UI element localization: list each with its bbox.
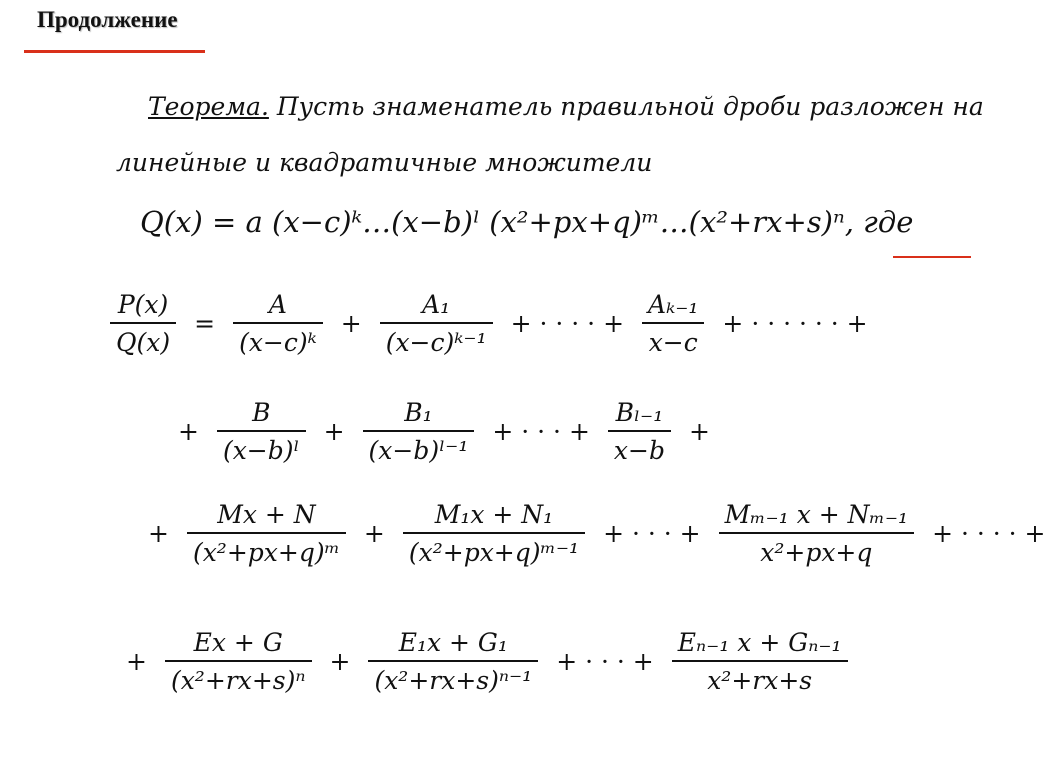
fraction-denominator: (x²+rx+s)ⁿ⁻¹ <box>374 666 533 695</box>
fraction <box>642 290 704 357</box>
operator: + <box>340 309 362 338</box>
slide-title: Продолжение <box>37 7 178 32</box>
operator: + · · · · · · + <box>722 309 868 338</box>
fraction <box>217 398 306 465</box>
expansion-row-quadratic-rs <box>118 628 858 695</box>
fraction-denominator: (x−b)ˡ⁻¹ <box>368 436 469 465</box>
theorem-line-1 <box>148 92 984 121</box>
operator: + <box>148 519 169 548</box>
fraction <box>403 500 585 567</box>
expansion-row-linear-c <box>100 290 876 357</box>
fraction <box>368 628 538 695</box>
fraction-denominator: (x−c)ᵏ⁻¹ <box>385 328 487 357</box>
operator: + <box>126 647 147 676</box>
fraction-denominator: x²+rx+s <box>707 666 813 695</box>
fraction-numerator: Eₙ₋₁ x + Gₙ₋₁ <box>677 628 842 657</box>
fraction-numerator: P(x) <box>117 290 169 319</box>
fraction-denominator: x−b <box>613 436 665 465</box>
expansion-row-quadratic-pq <box>140 500 1053 567</box>
q-formula: Q(x) = a (x−c)ᵏ…(x−b)ˡ (x²+px+q)ᵐ…(x²+rx+s)ⁿ <box>140 205 845 239</box>
fraction-numerator: E₁x + G₁ <box>398 628 508 657</box>
theorem-word: Теорема. <box>148 92 269 121</box>
operator: = <box>194 309 216 338</box>
fraction <box>608 398 671 465</box>
operator: + · · · + <box>556 647 654 676</box>
fraction <box>672 628 848 695</box>
fraction-numerator: Bₗ₋₁ <box>615 398 664 427</box>
fraction-numerator: M₁x + N₁ <box>434 500 554 529</box>
theorem-line-2: линейные и квадратичные множители <box>116 148 653 177</box>
fraction-denominator: (x−c)ᵏ <box>239 328 317 357</box>
fraction <box>719 500 914 567</box>
fraction-denominator: (x−b)ˡ <box>222 436 300 465</box>
theorem-text-1: Пусть знаменатель правильной дроби разложен на <box>276 92 984 121</box>
fraction-denominator: x²+px+q <box>760 538 873 567</box>
operator: + · · · + <box>492 417 590 446</box>
fraction-numerator: A <box>268 290 287 319</box>
operator: + <box>178 417 199 446</box>
fraction <box>110 290 176 357</box>
operator: + <box>329 647 351 676</box>
fraction <box>187 500 346 567</box>
fraction-denominator: (x²+px+q)ᵐ <box>192 538 340 567</box>
expansion-row-linear-b <box>170 398 718 465</box>
operator: + <box>363 519 385 548</box>
fraction-numerator: B₁ <box>404 398 433 427</box>
fraction-numerator: Aₖ₋₁ <box>648 290 699 319</box>
title-underline <box>24 50 205 53</box>
fraction <box>380 290 493 357</box>
fraction-numerator: B <box>252 398 271 427</box>
fraction-denominator: (x²+rx+s)ⁿ <box>170 666 306 695</box>
fraction-numerator: Mx + N <box>217 500 316 529</box>
where-word: , где <box>844 205 914 239</box>
fraction-numerator: Ex + G <box>193 628 283 657</box>
fraction <box>363 398 475 465</box>
fraction <box>233 290 323 357</box>
where-underline <box>893 256 971 258</box>
fraction-denominator: Q(x) <box>116 328 171 357</box>
fraction-denominator: x−c <box>648 328 698 357</box>
operator: + · · · + <box>603 519 701 548</box>
operator: + <box>323 417 345 446</box>
operator: + <box>688 417 710 446</box>
q-formula-line <box>140 205 913 239</box>
operator: + · · · · + <box>510 309 625 338</box>
fraction-numerator: A₁ <box>422 290 451 319</box>
operator: + · · · · + <box>932 519 1046 548</box>
fraction-denominator: (x²+px+q)ᵐ⁻¹ <box>408 538 580 567</box>
fraction-numerator: Mₘ₋₁ x + Nₘ₋₁ <box>724 500 909 529</box>
fraction <box>165 628 312 695</box>
